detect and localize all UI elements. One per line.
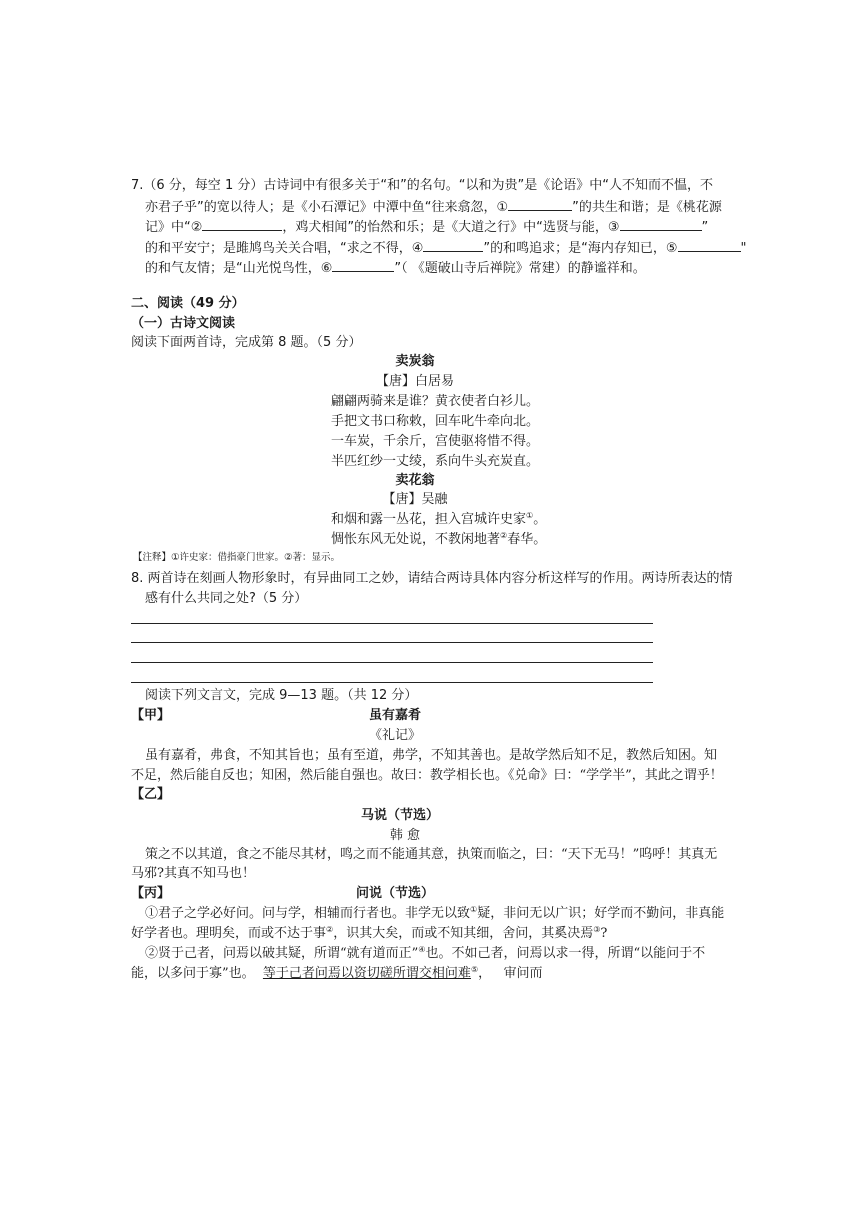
jia-source: 《礼记》 xyxy=(368,728,421,743)
section-2-instruction: 阅读下面两首诗，完成第 8 题。（5 分） xyxy=(131,335,362,350)
q8-answer-line-4[interactable] xyxy=(131,682,653,683)
bing-para-line-1: ①君子之学必好问。问与学，相辅而行者也。非学无以致①疑，非问无以广识；好学而不勤问，非真能 xyxy=(145,905,725,921)
q7-line-4: 的和平安宁；是雎鸠鸟关关合唱，“求之不得，④ ”的和鸣追求；是“海内存知已，⑤ " xyxy=(145,238,747,259)
q7-line-3: 记》中“② ，鸡犬相闻”的怡然和乐；是《大道之行》中“选贤与能，③ ” xyxy=(145,217,708,238)
q8-answer-line-2[interactable] xyxy=(131,642,653,643)
poem-2-line-1: 和烟和露一丛花，担入宫城许史家①。 xyxy=(331,511,547,527)
bing-title: 问说（节选） xyxy=(355,886,434,901)
jia-title: 虽有嘉肴 xyxy=(368,708,421,723)
jia-para-line-1: 虽有嘉肴，弗食，不知其旨也；虽有至道，弗学，不知其善也。是故学然后知不足，教然后知困。知 xyxy=(145,748,718,763)
bing-para-line-4: 能，以多问于寡”也。 等于己者问焉以资切磋所谓交相问难⑤， 审问而 xyxy=(131,965,543,981)
q7-line-2: 亦君子乎”的宽以待人；是《小石潭记》中潭中鱼“往来翕忽，① ”的共生和谐；是《桃花源 xyxy=(145,197,722,218)
q7-blank-3[interactable] xyxy=(620,217,702,231)
jia-label: 【甲】 xyxy=(131,708,171,723)
section-2-subtitle: （一）古诗文阅读 xyxy=(131,316,236,331)
q8-answer-line-1[interactable] xyxy=(131,623,653,624)
poem-2-author: 【唐】吴融 xyxy=(382,492,448,507)
yi-para-line-1: 策之不以其道，食之不能尽其材，鸣之而不能通其意，执策而临之，曰：“天下无马！”呜呼！其真无 xyxy=(145,847,718,862)
q8-line-2: 感有什么共同之处?（5 分） xyxy=(145,591,308,606)
poem-1-author: 【唐】白居易 xyxy=(375,374,454,389)
q8-answer-line-3[interactable] xyxy=(131,662,653,663)
yi-label: 【乙】 xyxy=(131,787,171,802)
poem-2-line-2: 惆怅东风无处说，不教闲地著②春华。 xyxy=(331,531,547,547)
q7-blank-2[interactable] xyxy=(202,217,282,231)
poem-2-title: 卖花翁 xyxy=(395,473,435,488)
bing-para-line-2: 好学者也。理明矣，而或不达于事②，识其大矣，而或不知其细，舍问，其奚决焉③? xyxy=(131,925,608,941)
q7-blank-4[interactable] xyxy=(423,238,483,252)
q7-blank-5[interactable] xyxy=(678,238,741,252)
yi-title: 马说（节选） xyxy=(360,808,439,823)
poem-1-line-2: 手把文书口称敕，回车叱牛牵向北。 xyxy=(331,414,540,429)
classical-instruction: 阅读下列文言文，完成 9—13 题。（共 12 分） xyxy=(145,688,418,703)
poem-1-title: 卖炭翁 xyxy=(395,354,435,369)
q7-blank-6[interactable] xyxy=(332,258,394,272)
yi-para-line-2: 马邪?其真不知马也！ xyxy=(131,866,255,881)
q7-line-5: 的和气友情；是“山光悦鸟性，⑥ ”（ 《题破山寺后禅院》常建）的静谧祥和。 xyxy=(145,258,646,279)
jia-para-line-2: 不足，然后能自反也；知困，然后能自强也。故曰：教学相长也。《兑命》曰：“学学半”，其此之谓乎！ xyxy=(131,768,723,783)
poem-1-line-1: 翩翩两骑来是谁？黄衣使者白衫儿。 xyxy=(331,394,540,409)
q7-blank-1[interactable] xyxy=(508,197,572,211)
poem-1-line-3: 一车炭，千余斤，宫使驱将惜不得。 xyxy=(331,434,540,449)
bing-underlined-sentence: 等于己者问焉以资切磋所谓交相问难 xyxy=(262,966,471,981)
yi-author: 韩 愈 xyxy=(389,828,421,843)
section-2-title: 二、阅读（49 分） xyxy=(131,296,245,311)
poem-1-line-4: 半匹红纱一丈绫，系向牛头充炭直。 xyxy=(331,454,540,469)
q8-line-1: 8. 两首诗在刻画人物形象时，有异曲同工之妙，请结合两诗具体内容分析这样写的作用。两诗所表达的情 xyxy=(131,571,733,586)
bing-label: 【丙】 xyxy=(131,886,171,901)
q7-line-1: 7.（6 分，每空 1 分）古诗词中有很多关于“和”的名句。“以和为贵”是《论语》中“人不知而不愠，不 xyxy=(131,178,714,193)
poem-note: 【注释】①许史家：借指豪门世家。②著：显示。 xyxy=(133,552,341,563)
bing-para-line-3: ②贤于己者，问焉以破其疑，所谓“就有道而正”④也。不如己者，问焉以求一得，所谓“以能问于不 xyxy=(145,945,706,961)
